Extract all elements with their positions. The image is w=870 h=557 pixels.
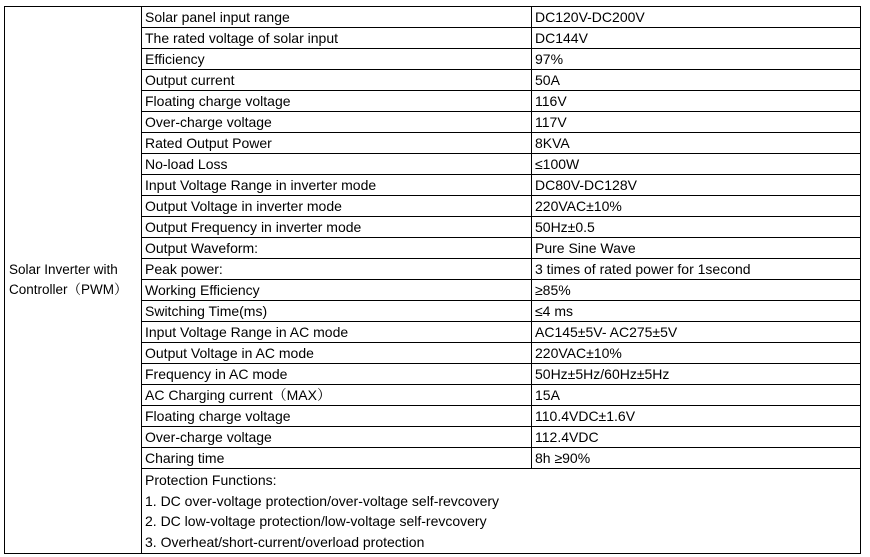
value-cell: DC144V <box>532 28 861 49</box>
protection-heading: Protection Functions: <box>145 472 277 488</box>
param-cell: Output Voltage in AC mode <box>142 343 532 364</box>
param-cell: Over-charge voltage <box>142 112 532 133</box>
protection-item: 3. Overheat/short-current/overload protection <box>145 533 425 550</box>
protection-item: 1. DC over-voltage protection/over-voltage self-revcovery <box>145 492 500 509</box>
param-cell: Rated Output Power <box>142 133 532 154</box>
value-cell: DC120V-DC200V <box>532 7 861 28</box>
value-cell: Pure Sine Wave <box>532 238 861 259</box>
param-cell: Efficiency <box>142 49 532 70</box>
spec-table <box>4 6 861 554</box>
param-cell: Output Frequency in inverter mode <box>142 217 532 238</box>
param-cell: Output current <box>142 70 532 91</box>
category-line: Controller（PWM） <box>9 282 128 297</box>
value-cell: 220VAC±10% <box>532 196 861 217</box>
param-cell: Floating charge voltage <box>142 406 532 427</box>
value-cell: 50Hz±0.5 <box>532 217 861 238</box>
param-cell: Frequency in AC mode <box>142 364 532 385</box>
value-cell: 220VAC±10% <box>532 343 861 364</box>
param-cell: Output Waveform: <box>142 238 532 259</box>
param-cell: The rated voltage of solar input <box>142 28 532 49</box>
value-cell: 97% <box>532 49 861 70</box>
spec-table-body <box>5 7 861 554</box>
value-cell: 112.4VDC <box>532 427 861 448</box>
param-cell: Charing time <box>142 448 532 469</box>
value-cell: 116V <box>532 91 861 112</box>
value-cell: ≥85% <box>532 280 861 301</box>
param-cell: Solar panel input range <box>142 7 532 28</box>
param-cell: Peak power: <box>142 259 532 280</box>
value-cell: AC145±5V- AC275±5V <box>532 322 861 343</box>
param-cell: Over-charge voltage <box>142 427 532 448</box>
value-cell: 50Hz±5Hz/60Hz±5Hz <box>532 364 861 385</box>
value-cell: 3 times of rated power for 1second <box>532 259 861 280</box>
param-cell: Switching Time(ms) <box>142 301 532 322</box>
param-cell: AC Charging current（MAX） <box>142 385 532 406</box>
value-cell: 110.4VDC±1.6V <box>532 406 861 427</box>
value-cell: ≤4 ms <box>532 301 861 322</box>
param-cell: No-load Loss <box>142 154 532 175</box>
protection-item: 2. DC low-voltage protection/low-voltage self-revcovery <box>145 513 487 529</box>
param-cell: Input Voltage Range in inverter mode <box>142 175 532 196</box>
value-cell: 8h ≥90% <box>532 448 861 469</box>
value-cell: DC80V-DC128V <box>532 175 861 196</box>
value-cell: 15A <box>532 385 861 406</box>
table-row <box>5 7 861 28</box>
value-cell: 117V <box>532 112 861 133</box>
param-cell: Floating charge voltage <box>142 91 532 112</box>
category-line: Solar Inverter with <box>9 262 118 277</box>
param-cell: Working Efficiency <box>142 280 532 301</box>
protection-cell <box>142 469 861 554</box>
value-cell: 8KVA <box>532 133 861 154</box>
param-cell: Output Voltage in inverter mode <box>142 196 532 217</box>
category-cell <box>5 7 142 554</box>
param-cell: Input Voltage Range in AC mode <box>142 322 532 343</box>
value-cell: 50A <box>532 70 861 91</box>
value-cell: ≤100W <box>532 154 861 175</box>
